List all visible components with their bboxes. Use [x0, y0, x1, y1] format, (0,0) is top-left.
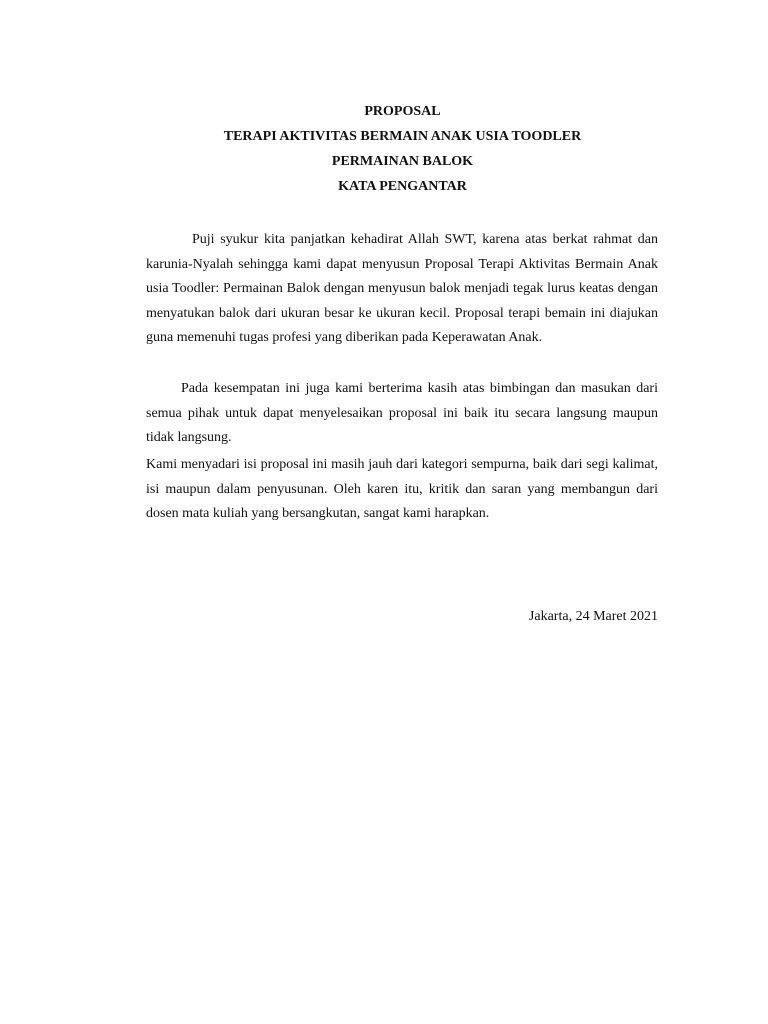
- place-date-signoff: Jakarta, 24 Maret 2021: [528, 609, 658, 624]
- title-proposal: PROPOSAL: [364, 104, 441, 119]
- section-heading-kata-pengantar: KATA PENGANTAR: [338, 179, 467, 194]
- paragraph-1: Puji syukur kita panjatkan kehadirat Allah SWT, karena atas berkat rahmat dan karunia-Nyalah sehingga kami dapat menyusun Proposal Terapi Aktivitas Bermain Anak usia Toodler: Permainan Balok dengan menyusun balok menjadi tegak lurus keatas dengan menyatukan balok dari ukuran besar ke ukuran kecil. Proposal terapi bemain ini diajukan guna memenuhi tugas profesi yang diberikan pada Keperawatan Anak.: [146, 232, 658, 345]
- paragraph-2: Pada kesempatan ini juga kami berterima kasih atas bimbingan dan masukan dari semua pihak untuk dapat menyelesaikan proposal ini baik itu secara langsung maupun tidak langsung.: [146, 381, 658, 445]
- title-subject: TERAPI AKTIVITAS BERMAIN ANAK USIA TOODLER: [223, 129, 582, 144]
- paragraph-3: Kami menyadari isi proposal ini masih jauh dari kategori sempurna, baik dari segi kalimat, isi maupun dalam penyusunan. Oleh karen itu, kritik dan saran yang membangun dari dosen mata kuliah yang bersangkutan, sangat kami harapkan.: [146, 457, 658, 521]
- title-activity: PERMAINAN BALOK: [331, 154, 474, 169]
